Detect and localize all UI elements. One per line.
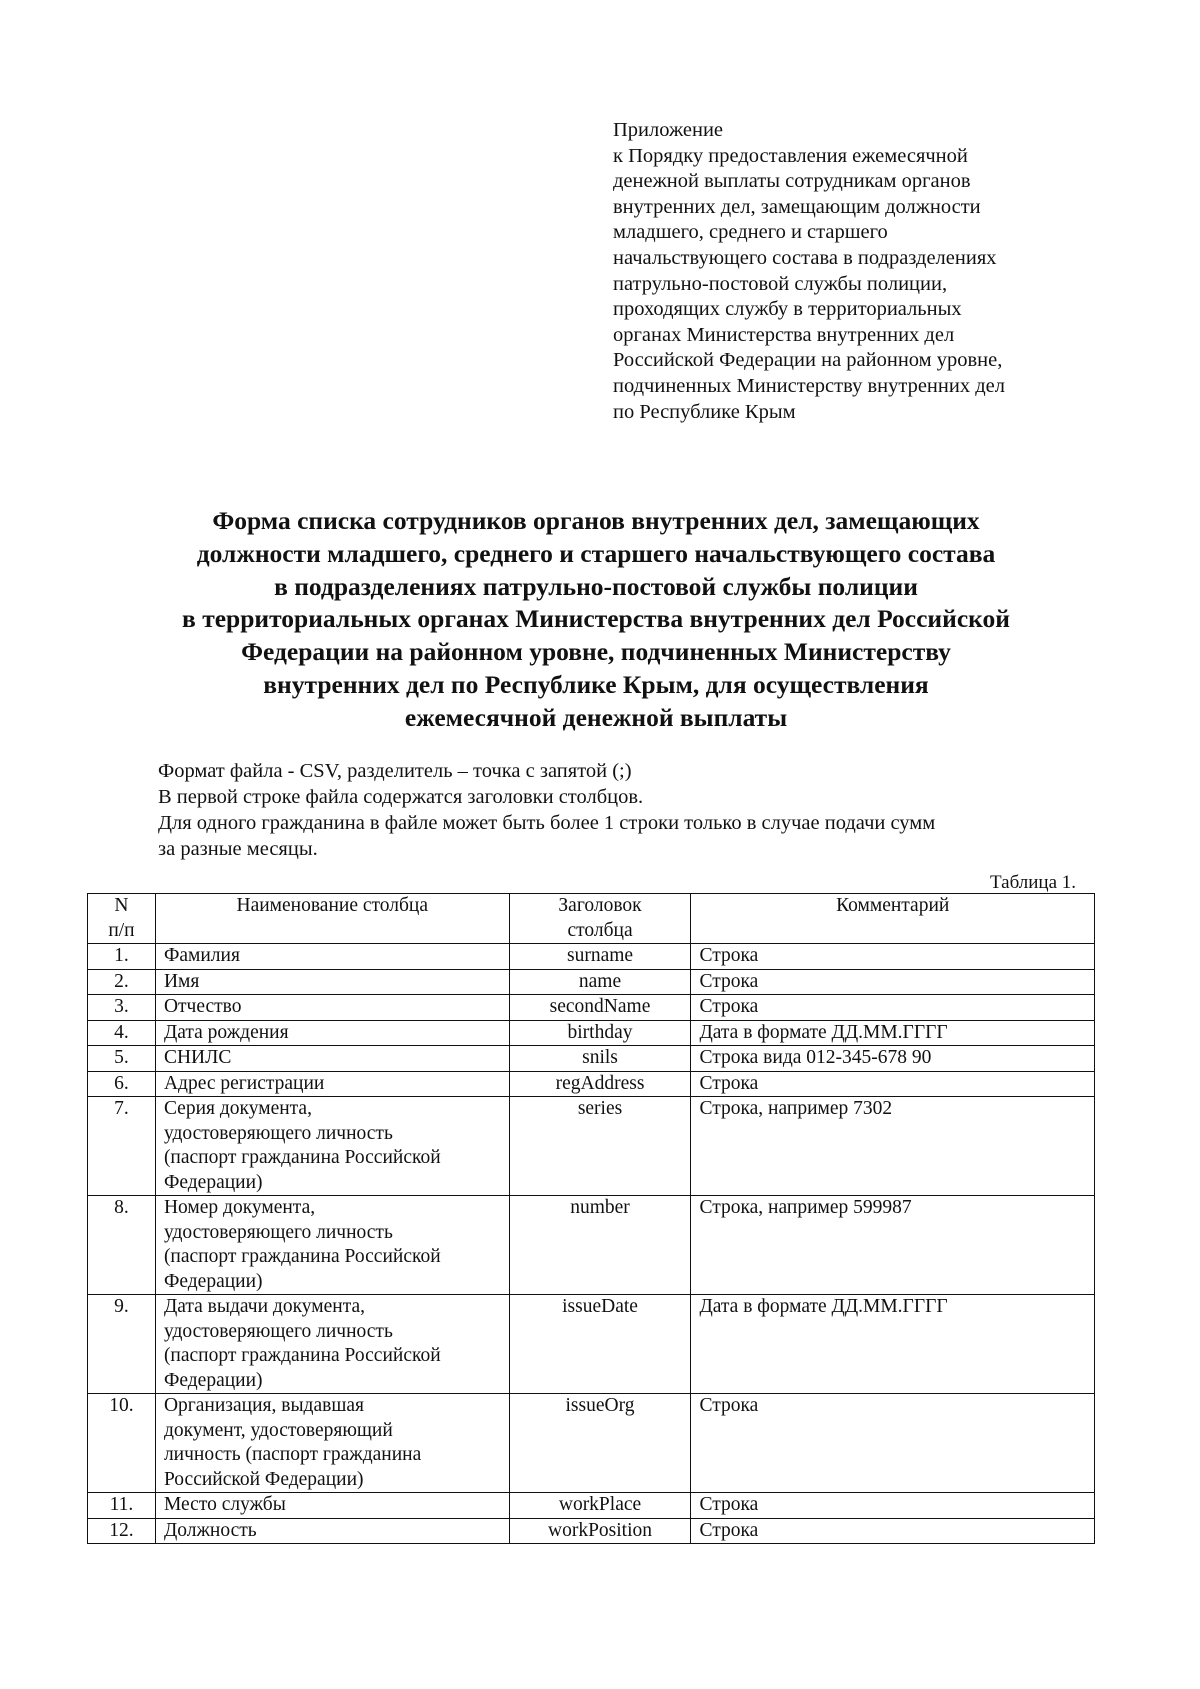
table-row: [88, 944, 1095, 970]
column-name-line: Фамилия: [163, 945, 240, 966]
row-column-header: workPosition: [509, 1518, 691, 1544]
row-comment: Строка вида 012-345-678 90: [691, 1046, 1095, 1072]
row-column-name: [155, 1046, 509, 1072]
header-key: [509, 894, 691, 944]
title-line: в территориальных органах Министерства внутренних дел Российской: [182, 604, 1010, 634]
row-column-name: [155, 1020, 509, 1046]
row-column-header: workPlace: [509, 1493, 691, 1519]
header-comment: [691, 894, 1095, 944]
row-comment: Строка: [691, 944, 1095, 970]
row-number: 2.: [88, 969, 156, 995]
header-num: [88, 894, 156, 944]
column-name-line: Серия документа,: [163, 1098, 312, 1119]
table-row: [88, 1295, 1095, 1394]
row-column-name: [155, 1071, 509, 1097]
appendix-line: органах Министерства внутренних дел: [613, 323, 955, 346]
row-comment: Строка: [691, 1518, 1095, 1544]
title-line: внутренних дел по Республике Крым, для осуществления: [263, 669, 929, 699]
column-name-line: Дата выдачи документа,: [163, 1296, 365, 1317]
column-name-line: Организация, выдавшая: [163, 1395, 364, 1416]
column-name-line: Федерации): [163, 1369, 263, 1391]
row-comment: Строка: [691, 995, 1095, 1021]
row-column-name: [155, 969, 509, 995]
appendix-line: по Республике Крым: [613, 400, 796, 423]
row-column-name: [155, 995, 509, 1021]
column-name-line: Федерации): [163, 1171, 263, 1193]
table-row: [88, 1394, 1095, 1493]
table-row: [88, 1071, 1095, 1097]
row-comment: Строка: [691, 969, 1095, 995]
row-column-header: series: [509, 1097, 691, 1196]
table-caption: Таблица 1.: [990, 872, 1077, 893]
row-column-name: [155, 1394, 509, 1493]
header-num-line: п/п: [108, 919, 135, 941]
row-number: 12.: [88, 1518, 156, 1544]
row-number: 10.: [88, 1394, 156, 1493]
row-column-header: number: [509, 1196, 691, 1295]
column-name-line: документ, удостоверяющий: [163, 1419, 393, 1441]
appendix-line: начальствующего состава в подразделениях: [613, 246, 997, 269]
row-column-name: [155, 1518, 509, 1544]
appendix-line: подчиненных Министерству внутренних дел: [613, 374, 1005, 397]
table-row: [88, 1518, 1095, 1544]
column-name-line: удостоверяющего личность: [163, 1122, 393, 1144]
header-key-line: Заголовок: [558, 895, 642, 916]
column-name-line: удостоверяющего личность: [163, 1221, 393, 1243]
appendix-line: патрульно-постовой службы полиции,: [613, 272, 948, 295]
header-name-line: Наименование столбца: [236, 895, 429, 916]
appendix-block: [613, 118, 1173, 425]
row-number: 11.: [88, 1493, 156, 1519]
table-row: [88, 1196, 1095, 1295]
column-name-line: личность (паспорт гражданина: [163, 1444, 422, 1465]
row-column-header: name: [509, 969, 691, 995]
appendix-line: к Порядку предоставления ежемесячной: [613, 144, 968, 167]
row-column-header: issueOrg: [509, 1394, 691, 1493]
intro-line: Для одного гражданина в файле может быть более 1 строки только в случае подачи сумм: [158, 812, 936, 834]
row-comment: Строка: [691, 1493, 1095, 1519]
table-body: [88, 944, 1095, 1544]
title-line: в подразделениях патрульно-постовой службы полиции: [274, 571, 918, 601]
column-name-line: удостоверяющего личность: [163, 1320, 393, 1342]
row-column-header: surname: [509, 944, 691, 970]
column-name-line: (паспорт гражданина Российской: [163, 1345, 441, 1366]
column-name-line: Место службы: [163, 1494, 286, 1515]
row-column-name: [155, 944, 509, 970]
table-row: [88, 1046, 1095, 1072]
intro-line: В первой строке файла содержатся заголовки столбцов.: [158, 786, 644, 808]
table-row: [88, 969, 1095, 995]
row-column-header: birthday: [509, 1020, 691, 1046]
header-num-line: N: [114, 895, 129, 916]
row-number: 3.: [88, 995, 156, 1021]
column-name-line: (паспорт гражданина Российской: [163, 1147, 441, 1168]
intro-line: Формат файла - CSV, разделитель – точка с запятой (;): [158, 760, 632, 782]
document-title: [150, 505, 1042, 735]
column-name-line: Российской Федерации): [163, 1468, 364, 1490]
table-header-row: [88, 894, 1095, 944]
row-comment: Дата в формате ДД.ММ.ГГГГ: [691, 1020, 1095, 1046]
intro-line: за разные месяцы.: [158, 838, 318, 860]
row-column-header: regAddress: [509, 1071, 691, 1097]
row-number: 8.: [88, 1196, 156, 1295]
row-column-name: [155, 1097, 509, 1196]
title-line: должности младшего, среднего и старшего начальствующего состава: [196, 538, 996, 568]
column-name-line: Дата рождения: [163, 1021, 289, 1043]
appendix-line: внутренних дел, замещающим должности: [613, 195, 981, 218]
column-name-line: СНИЛС: [163, 1047, 232, 1068]
row-column-name: [155, 1295, 509, 1394]
table-row: [88, 995, 1095, 1021]
appendix-line: Приложение: [613, 119, 724, 141]
title-line: ежемесячной денежной выплаты: [404, 702, 788, 732]
row-comment: Дата в формате ДД.ММ.ГГГГ: [691, 1295, 1095, 1394]
row-comment: Строка: [691, 1071, 1095, 1097]
table-row: [88, 1097, 1095, 1196]
row-column-header: issueDate: [509, 1295, 691, 1394]
header-comment-line: Комментарий: [836, 895, 950, 916]
title-line: Форма списка сотрудников органов внутренних дел, замещающих: [212, 506, 980, 535]
row-column-header: secondName: [509, 995, 691, 1021]
row-number: 1.: [88, 944, 156, 970]
table-row: [88, 1493, 1095, 1519]
row-number: 9.: [88, 1295, 156, 1394]
column-name-line: Имя: [163, 970, 200, 992]
row-column-name: [155, 1196, 509, 1295]
intro-text: [158, 758, 1108, 862]
appendix-line: младшего, среднего и старшего: [613, 221, 888, 244]
column-name-line: Номер документа,: [163, 1197, 316, 1218]
row-column-name: [155, 1493, 509, 1519]
title-line: Федерации на районном уровне, подчиненных Министерству: [241, 637, 951, 667]
header-key-line: столбца: [567, 919, 633, 941]
row-comment: Строка, например 599987: [691, 1196, 1095, 1295]
row-number: 5.: [88, 1046, 156, 1072]
row-number: 6.: [88, 1071, 156, 1097]
row-number: 4.: [88, 1020, 156, 1046]
column-name-line: Должность: [163, 1519, 257, 1541]
column-name-line: Адрес регистрации: [163, 1072, 325, 1094]
column-name-line: Отчество: [163, 996, 242, 1017]
row-comment: Строка: [691, 1394, 1095, 1493]
table-row: [88, 1020, 1095, 1046]
column-name-line: Федерации): [163, 1270, 263, 1292]
column-name-line: (паспорт гражданина Российской: [163, 1246, 441, 1267]
appendix-line: денежной выплаты сотрудникам органов: [613, 170, 971, 193]
row-number: 7.: [88, 1097, 156, 1196]
header-name: [155, 894, 509, 944]
appendix-line: Российской Федерации на районном уровне,: [613, 349, 1003, 372]
row-column-header: snils: [509, 1046, 691, 1072]
fields-table: [87, 893, 1095, 1544]
appendix-line: проходящих службу в территориальных: [613, 298, 962, 321]
row-comment: Строка, например 7302: [691, 1097, 1095, 1196]
